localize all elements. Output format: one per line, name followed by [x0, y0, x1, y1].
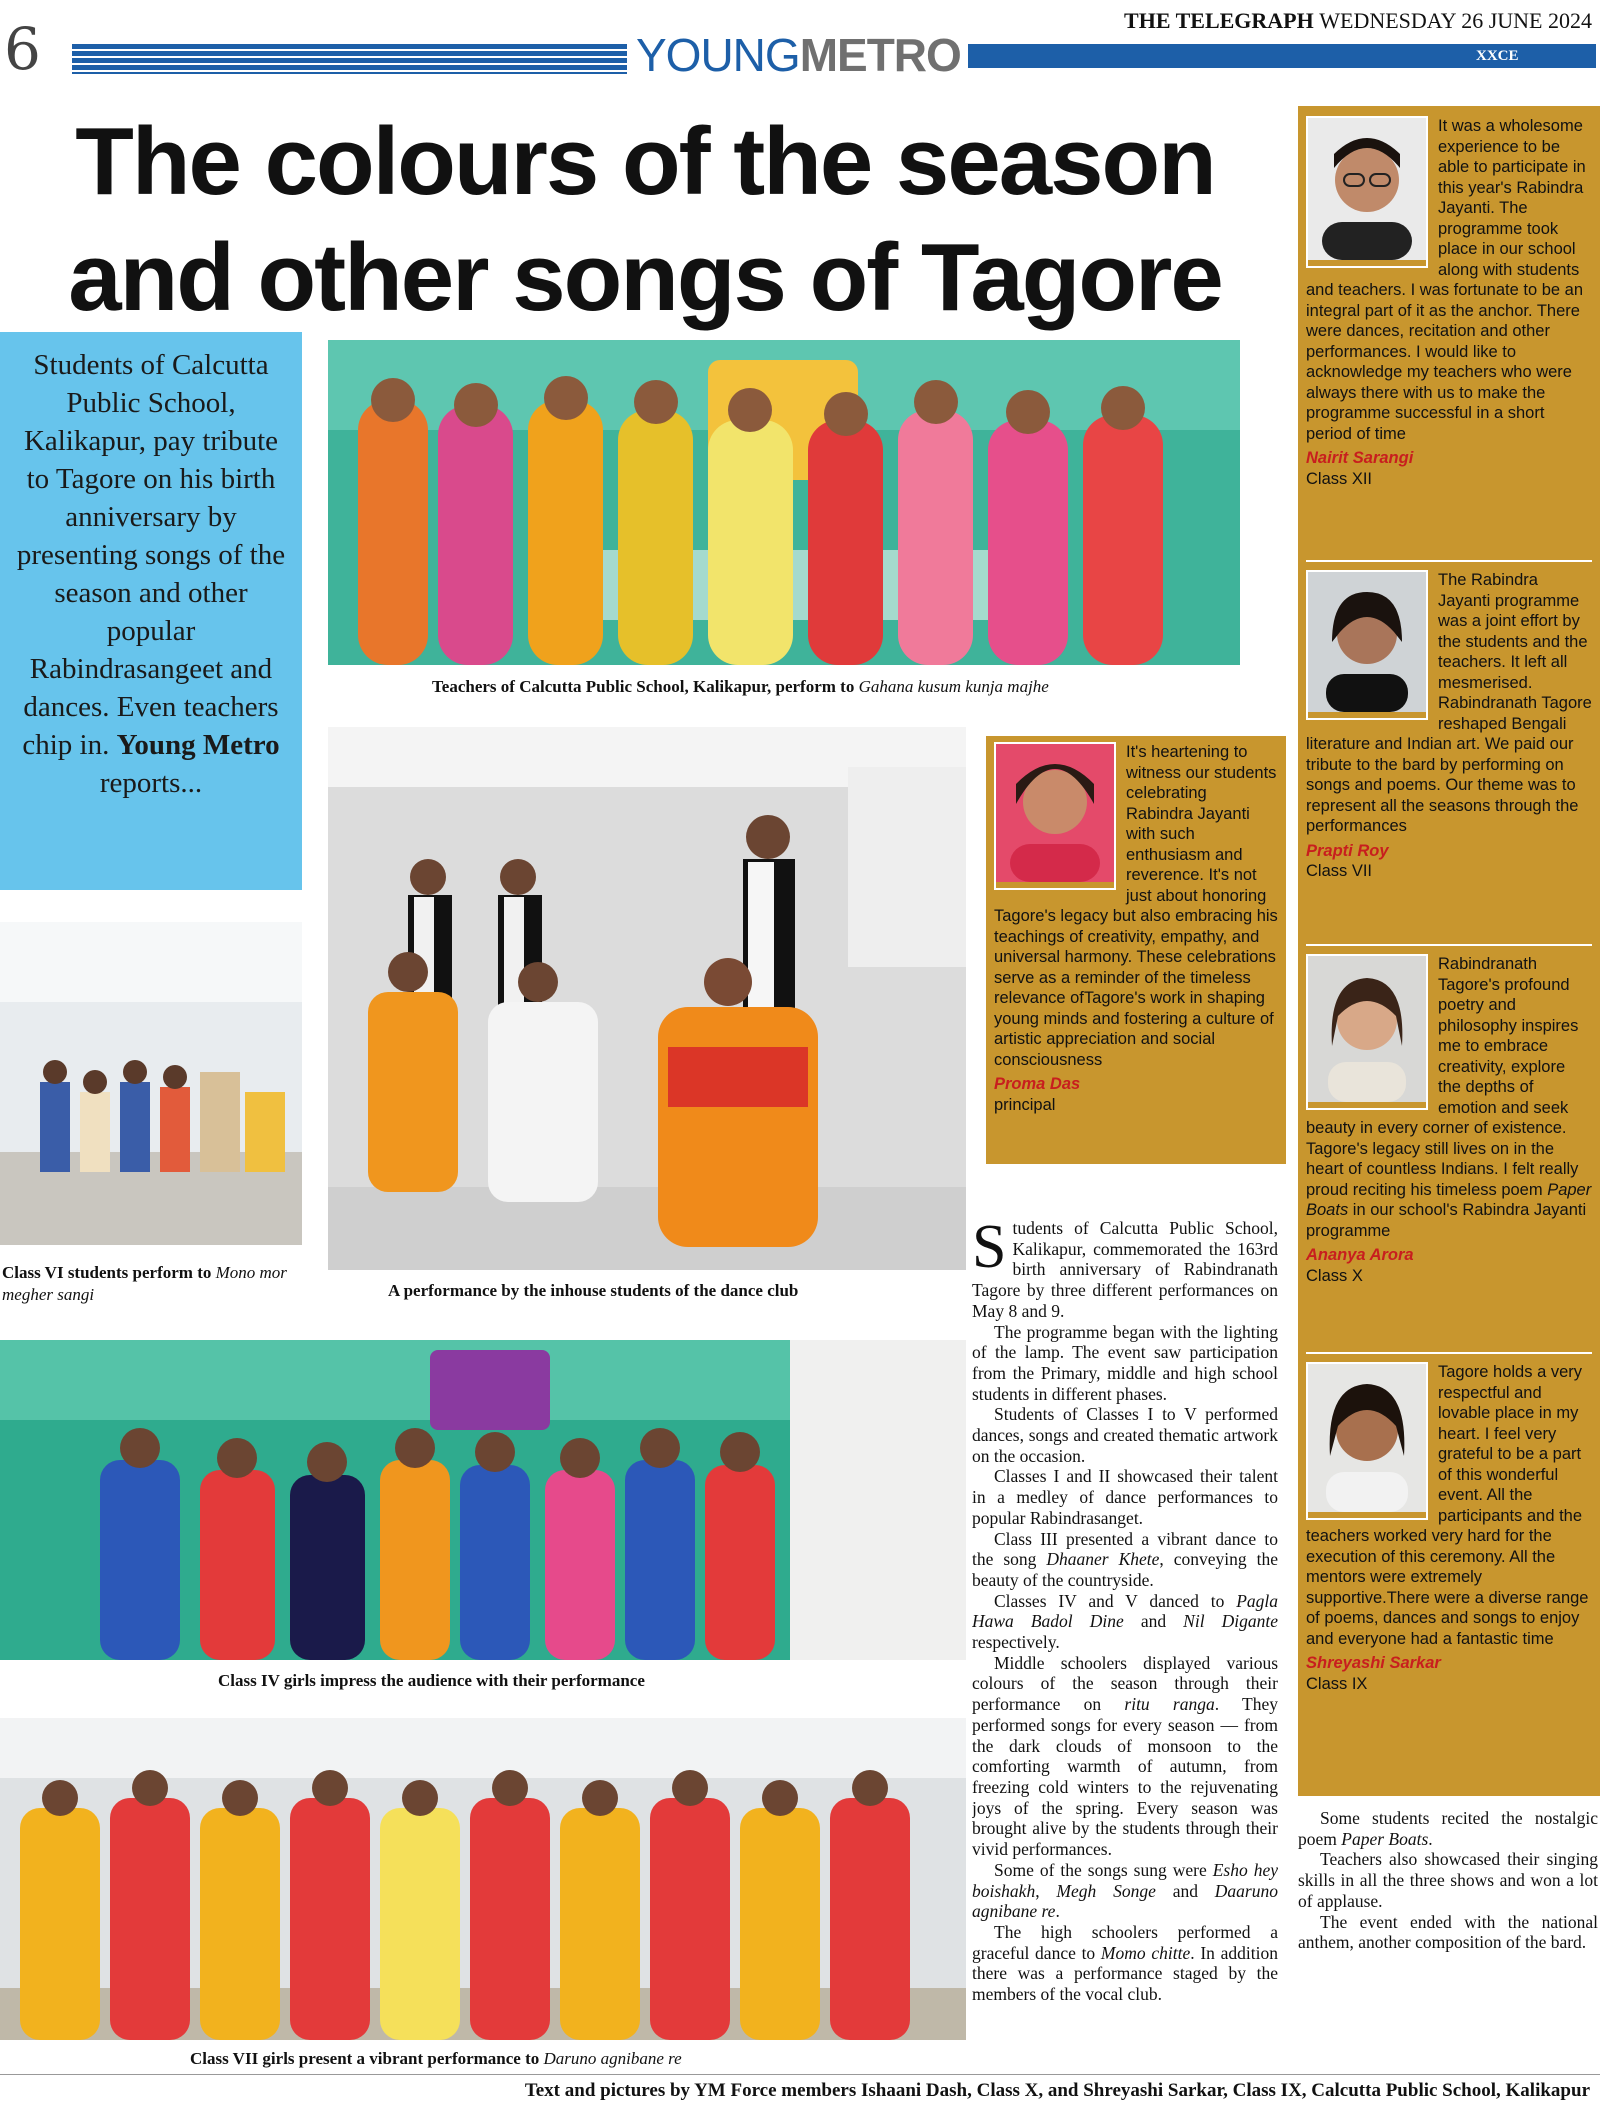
edition-code: XXCE	[1476, 48, 1519, 64]
avatar-principal	[994, 742, 1116, 890]
article-p5-b: , conveying the beauty of the countryside.	[972, 1549, 1278, 1590]
article-p2: The programme began with the lighting of the lamp. The event saw participation from the Primary, middle and high school students in different phases.	[972, 1321, 1278, 1404]
quote-ananya-text-b: in our school's Rabindra Jayanti programme	[1306, 1201, 1587, 1240]
section-title-a: YOUNG	[636, 29, 800, 81]
quote-prapti-class: Class VII	[1306, 862, 1373, 880]
quote-shreyashi	[1306, 1362, 1592, 1694]
avatar-prapti	[1306, 570, 1428, 720]
article-p10-poem: Paper Boats	[1341, 1828, 1429, 1849]
sidebar-divider	[1306, 560, 1592, 562]
caption-class7	[190, 2048, 950, 2070]
quote-shreyashi-name: Shreyashi Sarkar	[1306, 1654, 1441, 1672]
caption-class6-song: Mono mor megher sangi	[2, 1263, 287, 1304]
avatar-nairit	[1306, 116, 1428, 268]
quote-principal-class: principal	[994, 1095, 1056, 1114]
article-p8-a: Some of the songs sung were	[994, 1859, 1207, 1880]
dropcap: S	[972, 1218, 1007, 1281]
caption-class7-song: Daruno agnibane re	[543, 2049, 682, 2068]
intro-box	[0, 332, 302, 890]
article-p9-b: . In addition there was a performance staged by the members of the vocal club.	[972, 1942, 1278, 2005]
article-p1	[972, 1218, 1278, 1322]
caption-teachers	[432, 676, 1232, 698]
quote-prapti-text: The Rabindra Jayanti programme was a joint effort by the students and the teachers. It left all mesmerised. Rabindranath Tagore reshaped Bengali literature and Indian art. We paid our tribute to the bard by performing on songs and poems. Our theme was to represent all the seasons through the performances	[1306, 571, 1592, 835]
article-column-1	[972, 1218, 1278, 2068]
article-p1-text: tudents of Calcutta Public School, Kalikapur, commemorated the 163rd birth anniversary of Rabindranath Tagore by three different performances on May 8 and 9.	[972, 1218, 1278, 1321]
intro-brand: Young Metro	[116, 729, 280, 761]
article-p9	[972, 1922, 1278, 2005]
article-p3: Students of Classes I to V performed dances, songs and created thematic artwork on the occasion.	[972, 1404, 1278, 1466]
quote-nairit	[1306, 116, 1592, 489]
photo-teachers	[328, 340, 1240, 665]
article-p8-s1: Esho hey boishakh	[972, 1859, 1278, 1901]
caption-class7-text: Class VII girls present a vibrant performance to	[190, 2049, 540, 2068]
photo-class6	[0, 922, 302, 1245]
article-p7-a: Middle schoolers displayed various colours of the season through their performance on	[972, 1652, 1278, 1715]
article-p6	[972, 1591, 1278, 1653]
photo-dance-club	[328, 727, 966, 1270]
sidebar-divider	[1306, 944, 1592, 946]
quote-shreyashi-text: Tagore holds a very respectful and lovable place in my heart. I feel very grateful to be a part of this wonderful event. All the participants and the teachers worked very hard for the execution of this ceremony. All the mentors were extremely supportive.There were a diverse range of poems, dances and songs to enjoy and everyone had a fantastic time	[1306, 1363, 1589, 1648]
quote-prapti	[1306, 570, 1592, 882]
caption-teachers-text: Teachers of Calcutta Public School, Kalikapur, perform to	[432, 677, 855, 696]
caption-class6-text: Class VI students perform to	[2, 1263, 212, 1282]
article-p8-s3: Daaruno agnibane re	[972, 1880, 1278, 1922]
caption-teachers-song: Gahana kusum kunja majhe	[858, 677, 1049, 696]
article-p7-title: ritu ranga	[1124, 1694, 1215, 1715]
quote-ananya	[1306, 954, 1592, 1286]
headline: The colours of the season and other songs of Tagore	[68, 108, 1222, 331]
article-p6-b: respectively.	[972, 1632, 1060, 1653]
article-p6-and: and	[1140, 1611, 1167, 1632]
photo-class4	[0, 1340, 966, 1660]
section-title	[636, 28, 961, 82]
quote-shreyashi-class: Class IX	[1306, 1674, 1368, 1693]
article-p10-a: Some students recited the nostalgic poem	[1298, 1808, 1598, 1849]
caption-dance-club: A performance by the inhouse students of the dance club	[388, 1281, 799, 1300]
intro-text: Students of Calcutta Public School, Kalikapur, pay tribute to Tagore on his birth anniversary by presenting songs of the season and other popular Rabindrasangeet and dances. Even teachers chip in.	[16, 349, 286, 761]
avatar-ananya	[1306, 954, 1428, 1110]
article-p12: The event ended with the national anthem, another composition of the bard.	[1298, 1911, 1598, 1953]
quote-nairit-text: It was a wholesome experience to be able to participate in this year's Rabindra Jayanti. The programme took place in our school along with students and teachers. I was fortunate to be an integral part of it as the anchor. There were dances, recitation and other performances. I would like to acknowledge my teachers who were always there with us to make the programme successful in a short period of time	[1306, 117, 1586, 443]
article-p4: Classes I and II showcased their talent in a medley of dance performances to popular Rabindrasanget.	[972, 1466, 1278, 1528]
article-column-2	[1298, 1808, 1598, 2068]
article-p5-a: Class III presented a vibrant dance to the song	[972, 1528, 1278, 1570]
article-p8-and: and	[1172, 1880, 1198, 1901]
article-p8-s2: Megh Songe	[1056, 1880, 1156, 1901]
article-p10: Some students recited the nostalgic poem Paper Boats.	[1298, 1808, 1598, 1849]
page-number: 6	[4, 15, 41, 83]
quote-ananya-poem: Paper Boats	[1306, 1180, 1592, 1219]
article-p6-song1: Pagla Hawa Badol Dine	[972, 1590, 1278, 1632]
article-p8: Some of the songs sung were Esho hey boishakh, Megh Songe and Daaruno agnibane re.	[972, 1859, 1278, 1922]
caption-class6	[2, 1262, 302, 1306]
article-p6-a: Classes IV and V danced to	[994, 1590, 1225, 1611]
quote-ananya-text-a: Rabindranath Tagore's profound poetry and philosophy inspires me to embrace creativity, explore the depths of emotion and seek beauty in every corner of existence. Tagore's legacy still lives on in the heart of countless Indians. I felt really proud reciting his timeless poem	[1306, 955, 1579, 1199]
quote-principal-name: Proma Das	[994, 1075, 1081, 1093]
dateline	[1124, 8, 1592, 34]
avatar-shreyashi	[1306, 1362, 1428, 1520]
masthead-rule-left	[72, 44, 627, 74]
issue-date: WEDNESDAY 26 JUNE 2024	[1319, 8, 1592, 33]
quote-nairit-name: Nairit Sarangi	[1306, 449, 1414, 467]
intro-end: reports...	[99, 767, 203, 799]
article-p9-a: The high schoolers performed a graceful dance to	[972, 1921, 1278, 1963]
quote-principal-text: It's heartening to witness our students celebrating Rabindra Jayanti with such enthusiasm and reverence. It's not just about honoring Tagore's legacy but also embracing his teachings of creativity, empathy, and universal harmony. These celebrations serve as a reminder of the timeless relevance ofTagore's work in shaping young minds and fostering a culture of artistic appreciation and social consciousness	[994, 743, 1278, 1069]
quote-nairit-class: Class XII	[1306, 469, 1373, 488]
quote-ananya-name: Ananya Arora	[1306, 1246, 1414, 1264]
sidebar-divider	[1306, 1352, 1592, 1354]
quote-principal	[986, 736, 1286, 1164]
section-title-b: METRO	[799, 29, 961, 81]
article-p5	[972, 1529, 1278, 1591]
credit-line: Text and pictures by YM Force members Ishaani Dash, Class X, and Shreyashi Sarkar, Class IX, Calcutta Public School, Kalikapur	[524, 2080, 1590, 2101]
credit-rule	[0, 2074, 1600, 2075]
paper-name: THE TELEGRAPH	[1124, 8, 1314, 33]
article-p6-song2: Nil Digante	[1183, 1611, 1278, 1632]
article-p11: Teachers also showcased their singing skills in all the three shows and won a lot of applause.	[1298, 1849, 1598, 1911]
quote-ananya-class: Class X	[1306, 1266, 1363, 1285]
article-p9-song: Momo chitte	[1100, 1942, 1191, 1963]
photo-class7	[0, 1718, 966, 2040]
article-p7-b: . They performed songs for every season — from the dark clouds of monsoon to the comforting warmth of autumn, from freezing cold winters to the rejuvenating joys of the spring. Every season was brought alive by the students through their vivid performances.	[972, 1694, 1278, 1860]
caption-class4: Class IV girls impress the audience with their performance	[218, 1671, 645, 1690]
article-p7	[972, 1653, 1278, 1860]
article-p5-song: Dhaaner Khete	[1046, 1549, 1160, 1570]
quote-prapti-name: Prapti Roy	[1306, 841, 1389, 860]
